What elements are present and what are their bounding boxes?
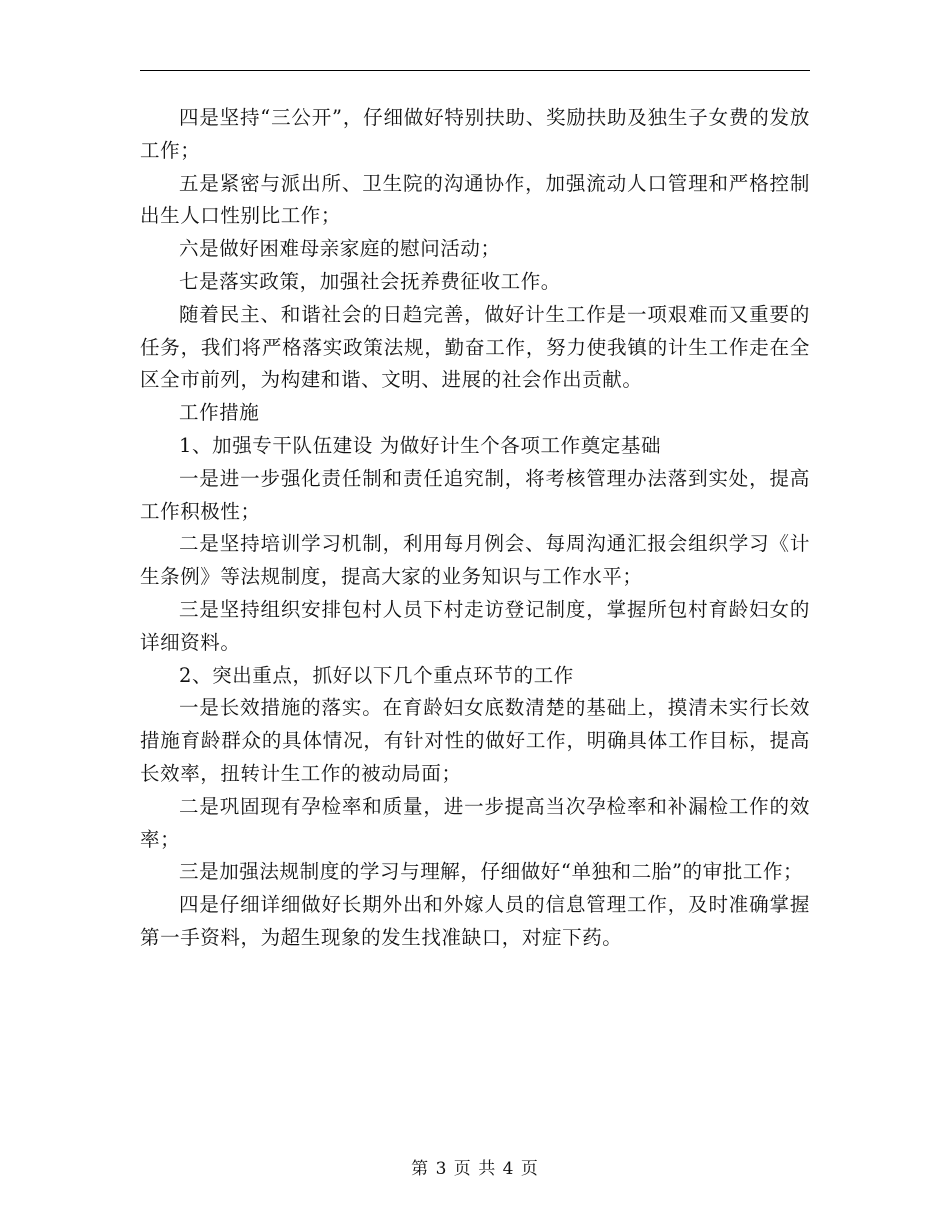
header-rule: [140, 70, 810, 71]
page-number-total: 4: [502, 1159, 515, 1179]
paragraph: 一是长效措施的落实。在育龄妇女底数清楚的基础上，摸清未实行长效措施育龄群众的具体情况，有针对性的做好工作，明确具体工作目标，提高长效率，扭转计生工作的被动局面；: [140, 696, 810, 785]
paragraph: 随着民主、和谐社会的日趋完善，做好计生工作是一项艰难而又重要的任务，我们将严格落实政策法规，勤奋工作，努力使我镇的计生工作走在全区全市前列，为构建和谐、文明、进展的社会作出贡献。: [140, 302, 810, 392]
page-number-current: 3: [435, 1159, 448, 1179]
paragraph: 四是仔细详细做好长期外出和外嫁人员的信息管理工作，及时准确掌握第一手资料，为超生现象的发生找准缺口，对症下药。: [140, 893, 810, 949]
paragraph: 七是落实政策，加强社会抚养费征收工作。: [179, 269, 561, 293]
paragraph: 三是坚持组织安排包村人员下村走访登记制度，掌握所包村育龄妇女的详细资料。: [140, 597, 810, 654]
footer-suffix: 页: [520, 1159, 539, 1179]
paragraph: 三是加强法规制度的学习与理解，仔细做好“单独和二胎”的审批工作；: [179, 860, 804, 884]
document-body: [140, 102, 810, 955]
footer-prefix: 第: [411, 1159, 430, 1179]
paragraph: 二是巩固现有孕检率和质量，进一步提高当次孕检率和补漏检工作的效率；: [140, 794, 810, 851]
subsection-heading: 2、突出重点，抓好以下几个重点环节的工作: [179, 663, 574, 687]
section-heading: 工作措施: [179, 401, 260, 425]
paragraph: 六是做好困难母亲家庭的慰问活动；: [179, 237, 501, 261]
page-footer: [0, 1154, 950, 1179]
footer-middle: 页 共: [453, 1159, 497, 1179]
paragraph: 一是进一步强化责任制和责任追究制，将考核管理办法落到实处，提高工作积极性；: [140, 466, 810, 523]
subsection-heading: 1、加强专干队伍建设 为做好计生个各项工作奠定基础: [179, 433, 662, 457]
paragraph: 二是坚持培训学习机制，利用每月例会、每周沟通汇报会组织学习《计生条例》等法规制度，提高大家的业务知识与工作水平；: [140, 532, 810, 589]
paragraph: 五是紧密与派出所、卫生院的沟通协作，加强流动人口管理和严格控制出生人口性别比工作；: [140, 171, 810, 228]
paragraph: 四是坚持“三公开”，仔细做好特别扶助、奖励扶助及独生子女费的发放工作；: [140, 106, 810, 162]
